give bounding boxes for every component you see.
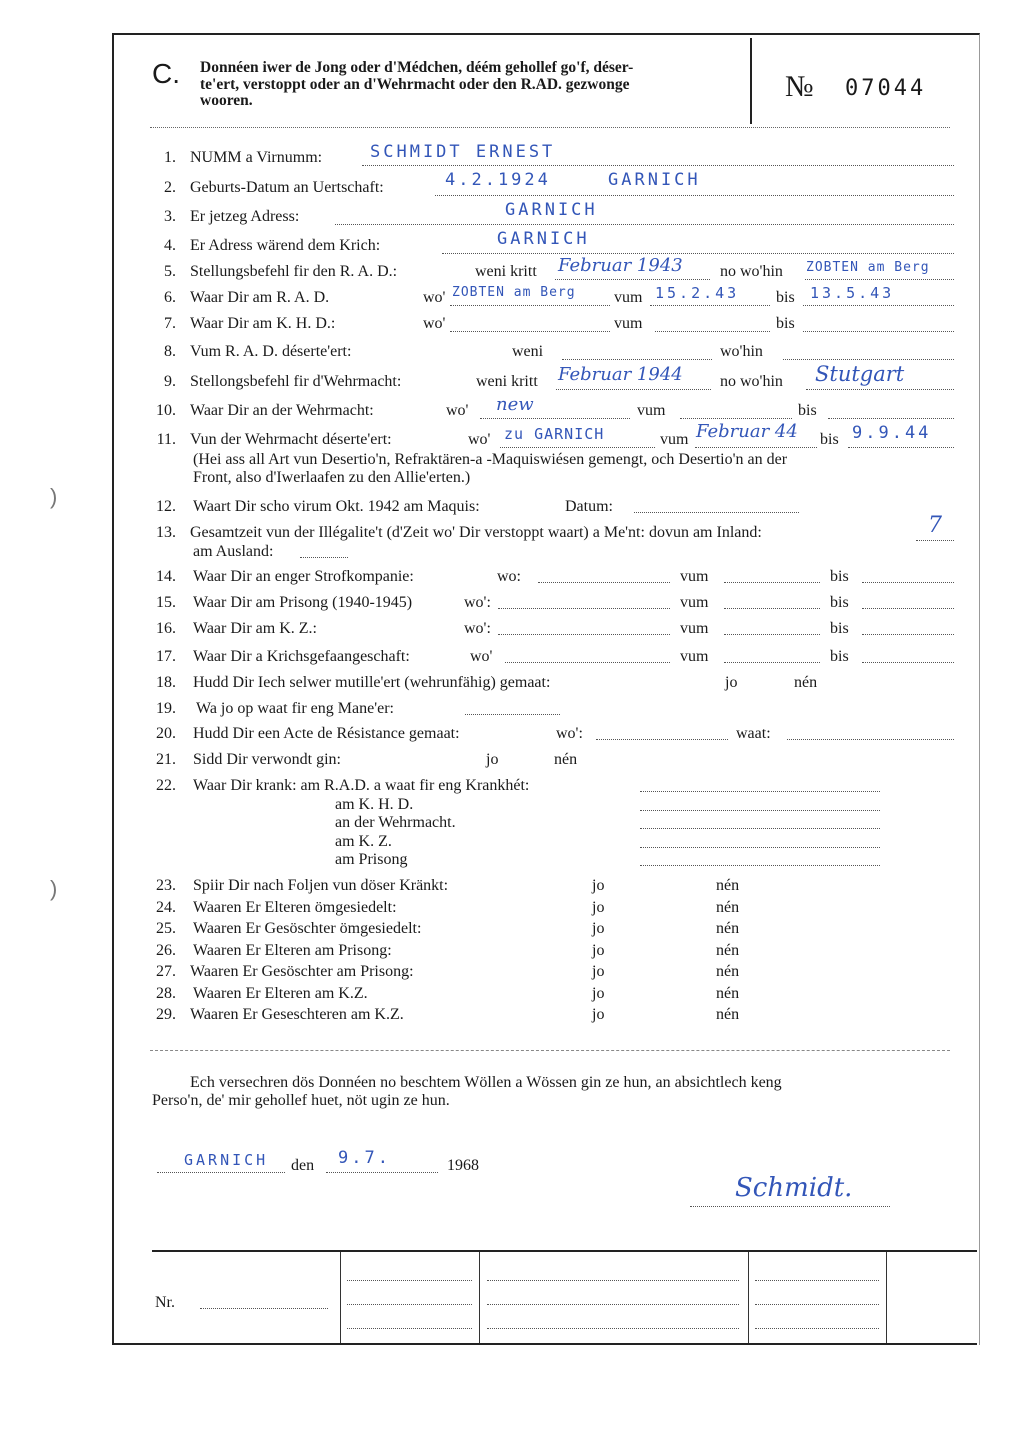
item-number: 4. [164, 237, 176, 254]
handwritten-rad-order-date: Februar 1943 [558, 255, 683, 276]
fill-line[interactable] [724, 662, 820, 663]
fill-line[interactable] [498, 608, 670, 609]
jo-option[interactable]: jo [592, 1006, 605, 1023]
item-label: Waaren Er Geseschteren am K.Z. [190, 1006, 404, 1023]
item-label: Waaren Er Gesöschter am Prisong: [190, 963, 414, 980]
item-label: Sidd Dir verwondt gin: [193, 751, 341, 768]
handwritten-desertion-from: Februar 44 [696, 421, 798, 442]
item-label: NUMM a Virnumm: [190, 149, 323, 166]
handwritten-wehrmacht-location: new [496, 394, 534, 415]
sub-label: am Prisong [335, 851, 408, 868]
fill-line[interactable] [500, 447, 655, 448]
vum-label: vum [660, 431, 689, 448]
item-label: Hudd Dir Iech selwer mutille'ert (wehrunfähig) gemaat: [193, 674, 551, 691]
weni-label: weni [512, 343, 544, 360]
weni-label: weni kritt [476, 373, 538, 390]
fill-line[interactable] [916, 540, 954, 541]
item-label: Waar Dir a Krichsgefaangeschaft: [193, 648, 410, 665]
wo-label: wo': [464, 620, 491, 637]
nen-option[interactable]: nén [716, 920, 740, 937]
item-number: 2. [164, 179, 176, 196]
section-title [200, 60, 740, 110]
bis-label: bis [830, 568, 849, 585]
date-fill-line[interactable] [326, 1172, 438, 1173]
header-divider [750, 38, 752, 124]
section-title-line: te'ert, verstoppt oder an d'Wehrmacht oder den R.AD. gezwonge [200, 75, 630, 93]
item-number: 26. [156, 942, 176, 959]
fill-line[interactable] [783, 359, 954, 360]
handwritten-desertion-to: 9.9.44 [852, 423, 932, 443]
fill-line[interactable] [634, 512, 799, 513]
item-number: 23. [156, 877, 176, 894]
wohin-label: no wo'hin [720, 263, 783, 280]
fill-line[interactable] [335, 224, 954, 225]
wo-label: wo' [468, 431, 491, 448]
datum-label: Datum: [565, 498, 613, 515]
table-divider [340, 1252, 341, 1343]
jo-option[interactable]: jo [592, 899, 605, 916]
fill-line[interactable] [435, 195, 954, 196]
den-label: den [291, 1157, 315, 1174]
item-label: Waar Dir an der Wehrmacht: [190, 402, 374, 419]
table-fill-line[interactable] [347, 1328, 472, 1329]
fill-line[interactable] [848, 447, 954, 448]
handwritten-rad-location: ZOBTEN am Berg [452, 285, 576, 300]
item-label: Geburts-Datum an Uertschaft: [190, 179, 384, 196]
fill-line[interactable] [465, 714, 560, 715]
item-number: 8. [164, 343, 176, 360]
item-label: Waar Dir krank: am R.A.D. a waat fir eng Krankhét: [193, 777, 530, 794]
fill-line[interactable] [640, 847, 880, 848]
item-label: Waaren Er Elteren ömgesiedelt: [193, 899, 397, 916]
fill-line[interactable] [787, 739, 954, 740]
bis-label: bis [830, 594, 849, 611]
jo-option[interactable]: jo [592, 877, 605, 894]
handwritten-current-address: GARNICH [505, 200, 598, 220]
nen-option[interactable]: nén [794, 674, 818, 691]
handwritten-rad-from: 15.2.43 [655, 284, 740, 302]
form-number: 07044 [845, 76, 927, 101]
fill-line[interactable] [724, 634, 820, 635]
item-label: Waar Dir am K. Z.: [193, 620, 317, 637]
table-fill-line[interactable] [487, 1280, 739, 1281]
handwritten-rad-to: 13.5.43 [810, 284, 895, 302]
jo-option[interactable]: jo [725, 674, 738, 691]
table-divider [748, 1252, 749, 1343]
fill-line[interactable] [862, 634, 954, 635]
item-number: 6. [164, 289, 176, 306]
item-number: 22. [156, 777, 176, 794]
fill-line[interactable] [828, 418, 954, 419]
table-fill-line[interactable] [755, 1304, 879, 1305]
weni-label: weni kritt [475, 263, 537, 280]
item-number: 7. [164, 315, 176, 332]
nen-option[interactable]: nén [716, 877, 740, 894]
item-label: Waaren Er Elteren am Prisong: [193, 942, 392, 959]
fill-line[interactable] [300, 557, 348, 558]
item-number: 29. [156, 1006, 176, 1023]
fill-line[interactable] [862, 662, 954, 663]
handwritten-inland-months: 7 [928, 513, 942, 538]
fill-line[interactable] [362, 165, 954, 166]
wohin-label: no wo'hin [720, 373, 783, 390]
fill-line[interactable] [442, 253, 954, 254]
bis-label: bis [776, 289, 795, 306]
nr-fill-line[interactable] [200, 1308, 328, 1309]
wo-label: wo': [556, 725, 583, 742]
fill-line[interactable] [803, 305, 954, 306]
item-number: 16. [156, 620, 176, 637]
item-label: Stellongsbefehl fir d'Wehrmacht: [190, 373, 402, 390]
item-number: 11. [156, 431, 176, 448]
vum-label: vum [614, 315, 643, 332]
item-number: 28. [156, 985, 176, 1002]
fill-line[interactable] [596, 739, 728, 740]
handwritten-birth-date: 4.2.1924 [445, 170, 551, 190]
item-number: 27. [156, 963, 176, 980]
handwritten-sign-place: GARNICH [184, 1151, 269, 1169]
table-divider [479, 1252, 480, 1343]
vum-label: vum [680, 620, 709, 637]
vum-label: vum [680, 594, 709, 611]
table-fill-line[interactable] [487, 1304, 739, 1305]
item-note: (Hei ass all Art vun Desertio'n, Refraktären-a -Maquiswiésen gemengt, och Desertio'n an der [193, 451, 788, 468]
item-label: Waaren Er Elteren am K.Z. [193, 985, 368, 1002]
wo-label: wo' [423, 289, 446, 306]
item-label-line2: am Ausland: [193, 543, 274, 560]
bis-label: bis [776, 315, 795, 332]
fill-line[interactable] [556, 389, 711, 390]
fill-line[interactable] [538, 582, 670, 583]
table-fill-line[interactable] [347, 1304, 472, 1305]
jo-option[interactable]: jo [486, 751, 499, 768]
declaration-line: Ech versechren dös Donnéen no beschtem Wöllen a Wössen gin ze hun, an absichtlech keng [190, 1074, 782, 1091]
item-label: Vun der Wehrmacht déserte'ert: [190, 431, 392, 448]
table-divider [886, 1252, 887, 1343]
wo-label: wo' [423, 315, 446, 332]
item-number: 12. [156, 498, 176, 515]
handwritten-sign-date: 9.7. [338, 1148, 391, 1168]
item-label: Wa jo op waat fir eng Mane'er: [196, 700, 394, 717]
jo-option[interactable]: jo [592, 920, 605, 937]
item-label: Waaren Er Gesöschter ömgesiedelt: [193, 920, 422, 937]
wo-label: wo' [446, 402, 469, 419]
item-label: Er Adress wärend dem Krich: [190, 237, 381, 254]
fill-line[interactable] [640, 828, 880, 829]
fill-line[interactable] [655, 331, 770, 332]
fill-line[interactable] [862, 608, 954, 609]
sub-label: an der Wehrmacht. [335, 814, 456, 831]
fill-line[interactable] [640, 791, 880, 792]
table-fill-line[interactable] [755, 1280, 879, 1281]
header-rule [150, 127, 950, 128]
fill-line[interactable] [805, 279, 954, 280]
item-number: 1. [164, 149, 176, 166]
wohin-label: wo'hin [720, 343, 763, 360]
item-number: 21. [156, 751, 176, 768]
waat-label: waat: [736, 725, 771, 742]
vum-label: vum [637, 402, 666, 419]
handwritten-desertion-location: zu GARNICH [504, 425, 605, 443]
item-number: 18. [156, 674, 176, 691]
item-label: Gesamtzeit vun der Illégalite't (d'Zeit wo' Dir verstoppt waart) a Me'nt: dovun am Inland: [190, 524, 762, 541]
punch-hole-mark-top: ) [50, 484, 58, 509]
fill-line[interactable] [862, 582, 954, 583]
fill-line[interactable] [555, 279, 710, 280]
bis-label: bis [798, 402, 817, 419]
section-separator [150, 1050, 950, 1051]
item-number: 10. [156, 402, 176, 419]
handwritten-wehrmacht-order-date: Februar 1944 [558, 364, 683, 385]
jo-option[interactable]: jo [592, 963, 605, 980]
fill-line[interactable] [650, 305, 770, 306]
punch-hole-mark-bottom: ) [50, 876, 58, 901]
wo-label: wo' [470, 648, 493, 665]
nen-option[interactable]: nén [716, 985, 740, 1002]
handwritten-wehrmacht-destination: Stutgart [815, 362, 905, 386]
nen-option[interactable]: nén [716, 899, 740, 916]
item-label: Stellungsbefehl fir den R. A. D.: [190, 263, 398, 280]
item-label: Waart Dir scho virum Okt. 1942 am Maquis: [193, 498, 480, 515]
section-title-line: wooren. [200, 92, 253, 109]
handwritten-war-address: GARNICH [497, 229, 590, 249]
section-letter: C. [152, 58, 180, 89]
handwritten-name: SCHMIDT ERNEST [370, 142, 556, 162]
item-label: Waar Dir am R. A. D. [190, 289, 330, 306]
table-bottom-rule [112, 1343, 977, 1345]
item-number: 13. [156, 524, 176, 541]
number-symbol: № [785, 70, 814, 103]
fill-line[interactable] [640, 865, 880, 866]
handwritten-signature: Schmidt. [735, 1173, 853, 1203]
item-number: 17. [156, 648, 176, 665]
nen-option[interactable]: nén [554, 751, 578, 768]
fill-line[interactable] [505, 662, 670, 663]
handwritten-birth-place: GARNICH [608, 170, 701, 190]
bis-label: bis [830, 648, 849, 665]
item-label: Hudd Dir een Acte de Résistance gemaat: [193, 725, 460, 742]
place-fill-line[interactable] [157, 1172, 285, 1173]
sub-label: am K. H. D. [335, 796, 414, 813]
section-title-line: Donnéen iwer de Jong oder d'Médchen, déém gehollef go'f, déser- [200, 59, 634, 76]
fill-line[interactable] [480, 418, 630, 419]
footer-table [152, 1250, 977, 1344]
item-label: Waar Dir am Prisong (1940-1945) [193, 594, 413, 611]
table-fill-line[interactable] [347, 1280, 472, 1281]
fill-line[interactable] [695, 447, 817, 448]
item-label: Waar Dir am K. H. D.: [190, 315, 336, 332]
nen-option[interactable]: nén [716, 1006, 740, 1023]
signature-fill-line[interactable] [690, 1206, 890, 1207]
fill-line[interactable] [450, 305, 610, 306]
item-number: 25. [156, 920, 176, 937]
table-fill-line[interactable] [755, 1328, 879, 1329]
item-note: Front, also d'Iwerlaafen zu den Allie'erten.) [193, 469, 471, 486]
item-number: 3. [164, 208, 176, 225]
fill-line[interactable] [724, 582, 820, 583]
item-label: Waar Dir an enger Strofkompanie: [193, 568, 414, 585]
vum-label: vum [680, 648, 709, 665]
vum-label: vum [680, 568, 709, 585]
item-label: Er jetzeg Adress: [190, 208, 300, 225]
vum-label: vum [614, 289, 643, 306]
wo-label: wo': [464, 594, 491, 611]
fill-line[interactable] [806, 389, 954, 390]
item-number: 19. [156, 700, 176, 717]
declaration-line: Perso'n, de' mir gehollef huet, nöt ugin ze hun. [152, 1092, 450, 1109]
fill-line[interactable] [498, 634, 670, 635]
bis-label: bis [820, 431, 839, 448]
jo-option[interactable]: jo [592, 942, 605, 959]
jo-option[interactable]: jo [592, 985, 605, 1002]
bis-label: bis [830, 620, 849, 637]
fill-line[interactable] [724, 608, 820, 609]
handwritten-rad-destination: ZOBTEN am Berg [806, 260, 930, 275]
fill-line[interactable] [680, 418, 792, 419]
fill-line[interactable] [450, 331, 610, 332]
fill-line[interactable] [562, 359, 712, 360]
nen-option[interactable]: nén [716, 963, 740, 980]
nen-option[interactable]: nén [716, 942, 740, 959]
item-number: 14. [156, 568, 176, 585]
table-fill-line[interactable] [487, 1328, 739, 1329]
item-number: 5. [164, 263, 176, 280]
item-number: 15. [156, 594, 176, 611]
fill-line[interactable] [803, 331, 954, 332]
wo-label: wo: [497, 568, 521, 585]
nr-label: Nr. [155, 1294, 175, 1311]
year-label: 1968 [447, 1157, 479, 1174]
item-number: 9. [164, 373, 176, 390]
sub-label: am K. Z. [335, 833, 392, 850]
item-label: Vum R. A. D. déserte'ert: [190, 343, 352, 360]
item-number: 24. [156, 899, 176, 916]
item-number: 20. [156, 725, 176, 742]
fill-line[interactable] [640, 810, 880, 811]
item-label: Spiir Dir nach Foljen vun döser Kränkt: [193, 877, 449, 894]
